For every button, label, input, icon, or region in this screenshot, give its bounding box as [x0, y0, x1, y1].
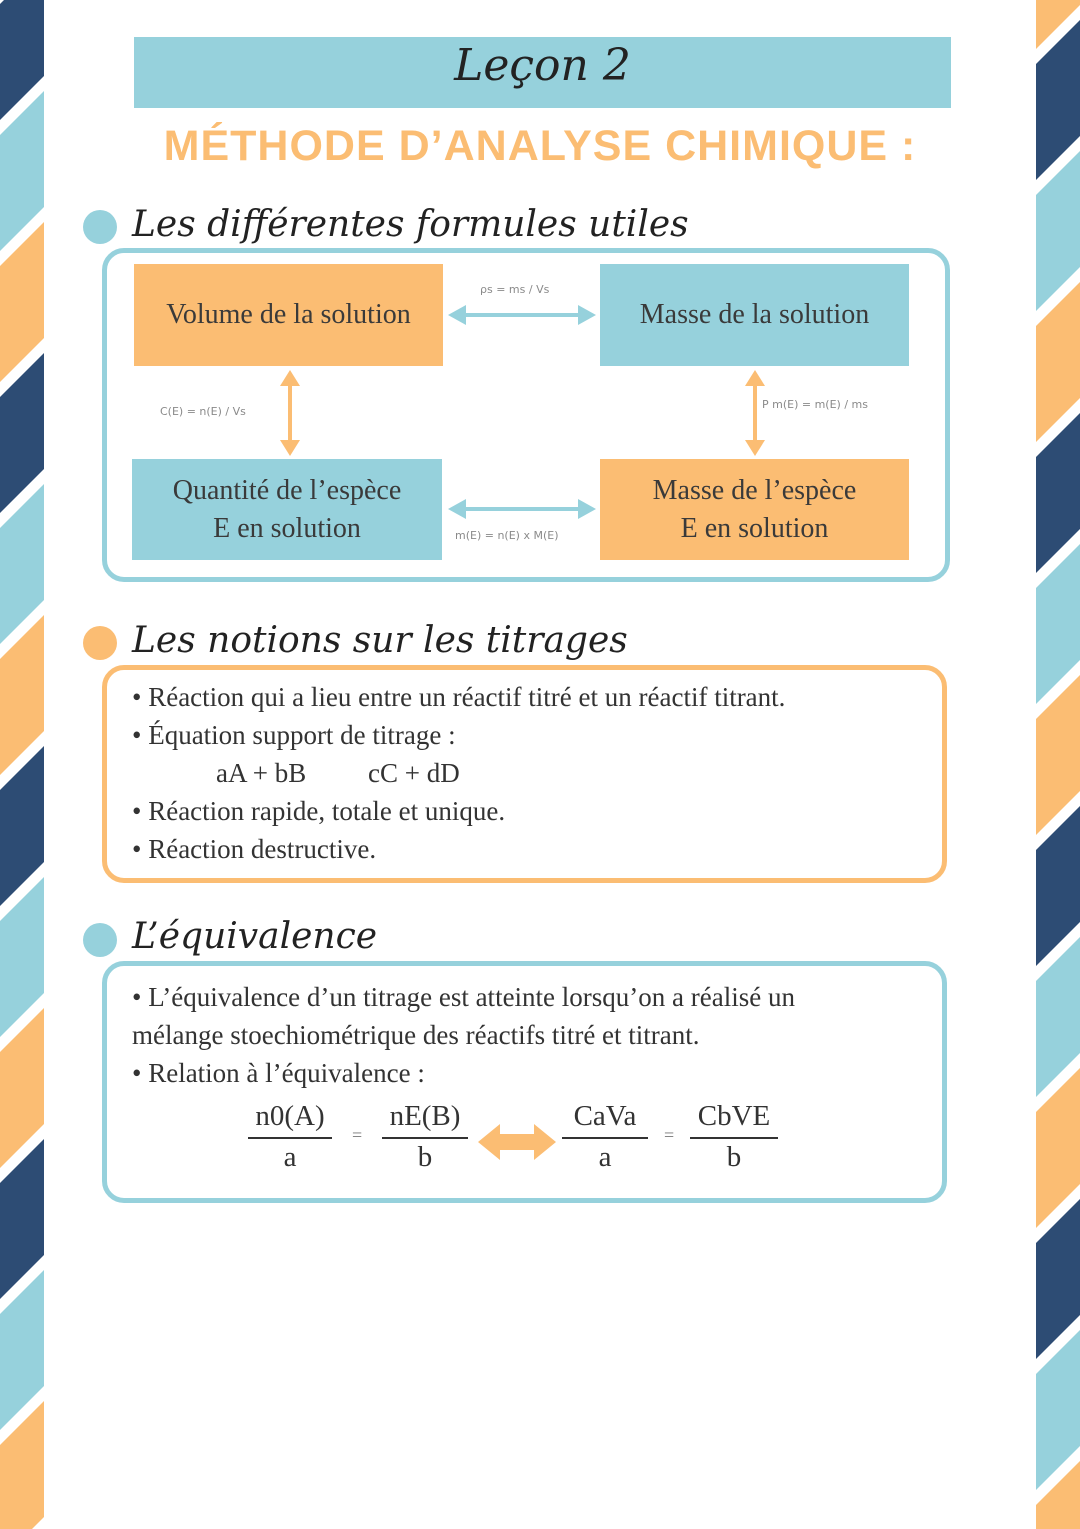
stripe-segment: [0, 91, 44, 251]
page-title: MÉTHODE D’ANALYSE CHIMIQUE :: [163, 122, 917, 170]
titrage-bullet: • Équation support de titrage :: [132, 720, 456, 750]
formula-mass-percent: P m(E) = m(E) / ms: [762, 398, 868, 411]
fraction-bar: [382, 1137, 468, 1139]
stripe-segment: [1036, 1199, 1080, 1359]
lesson-title: Leçon 2: [454, 40, 631, 91]
fraction-n0-a: [248, 1100, 332, 1174]
section-heading-formulas: Les différentes formules utiles: [132, 204, 689, 245]
stripe-segment: [0, 353, 44, 513]
section-bullet-dot: [83, 626, 117, 660]
box-masse-espece: [600, 459, 909, 560]
box-quantite-espece: [132, 459, 442, 560]
stripe-segment: [1036, 20, 1080, 180]
left-decorative-stripe: [0, 0, 44, 1529]
section-heading-equivalence: L’équivalence: [132, 916, 378, 957]
section-bullet-dot: [83, 210, 117, 244]
box-label-line2: E en solution: [213, 512, 361, 544]
titrage-bullet: • Réaction qui a lieu entre un réactif titré et un réactif titrant.: [132, 682, 786, 712]
stripe-segment: [0, 1139, 44, 1299]
fraction-numerator: CbVE: [697, 1100, 771, 1132]
stripe-segment: [0, 222, 44, 382]
fraction-numerator: CaVa: [573, 1100, 637, 1132]
fraction-denominator: b: [726, 1141, 742, 1173]
fraction-bar: [562, 1137, 648, 1139]
stripe-segment: [1036, 806, 1080, 966]
equivalence-text: • L’équivalence d’un titrage est atteinte lorsqu’on a réalisé un: [132, 982, 795, 1012]
box-label-line2: E en solution: [680, 512, 829, 544]
stripe-segment: [0, 1270, 44, 1430]
formula-concentration: C(E) = n(E) / Vs: [160, 405, 246, 418]
equation-reactants: aA + bB: [216, 758, 307, 788]
stripe-segment: [1036, 282, 1080, 442]
fraction-nE-b: [382, 1100, 468, 1174]
formula-density: ρs = ms / Vs: [480, 283, 550, 296]
fraction-denominator: a: [598, 1141, 612, 1173]
titrage-bullet: • Réaction destructive.: [132, 834, 377, 864]
stripe-segment: [1036, 1330, 1080, 1490]
stripe-segment: [1036, 1068, 1080, 1228]
double-arrow-vertical-left: [275, 368, 305, 458]
fraction-denominator: a: [283, 1141, 297, 1173]
stripe-segment: [0, 615, 44, 775]
fraction-numerator: nE(B): [389, 1100, 461, 1132]
fraction-CbVE-b: [690, 1100, 778, 1174]
box-volume-solution: [134, 264, 443, 366]
stripe-segment: [1036, 413, 1080, 573]
titrage-bullet: • Réaction rapide, totale et unique.: [132, 796, 506, 826]
box-label: Masse de la solution: [639, 299, 870, 330]
equivalence-double-arrow: [476, 1122, 558, 1162]
stripe-segment: [1036, 544, 1080, 704]
stripe-segment: [0, 484, 44, 644]
box-label: Volume de la solution: [166, 299, 411, 330]
section-heading-titrages: Les notions sur les titrages: [132, 620, 628, 661]
stripe-segment: [1036, 937, 1080, 1097]
fraction-bar: [690, 1137, 778, 1139]
equals-sign: =: [664, 1125, 675, 1145]
fraction-bar: [248, 1137, 332, 1139]
stripe-segment: [0, 746, 44, 906]
equals-sign: =: [352, 1125, 363, 1145]
double-arrow-vertical-right: [740, 368, 770, 458]
stripe-segment: [0, 877, 44, 1037]
equation-products: cC + dD: [368, 758, 460, 788]
stripe-segment: [1036, 675, 1080, 835]
fraction-denominator: b: [417, 1141, 433, 1173]
box-masse-solution: [600, 264, 909, 366]
stripe-segment: [0, 1008, 44, 1168]
box-label-line1: Masse de l’espèce: [652, 474, 857, 506]
box-label-line1: Quantité de l’espèce: [172, 474, 402, 506]
equivalence-text: mélange stoechiométrique des réactifs titré et titrant.: [132, 1020, 700, 1050]
fraction-numerator: n0(A): [255, 1100, 325, 1132]
equivalence-text: • Relation à l’équivalence :: [132, 1058, 425, 1088]
section-bullet-dot: [83, 923, 117, 957]
double-arrow-horizontal-bottom: [446, 494, 598, 524]
double-arrow-horizontal-top: [446, 300, 598, 330]
stripe-segment: [1036, 151, 1080, 311]
fraction-CaVa-a: [562, 1100, 648, 1174]
right-decorative-stripe: [1036, 0, 1080, 1529]
formula-mass: m(E) = n(E) x M(E): [455, 529, 559, 542]
